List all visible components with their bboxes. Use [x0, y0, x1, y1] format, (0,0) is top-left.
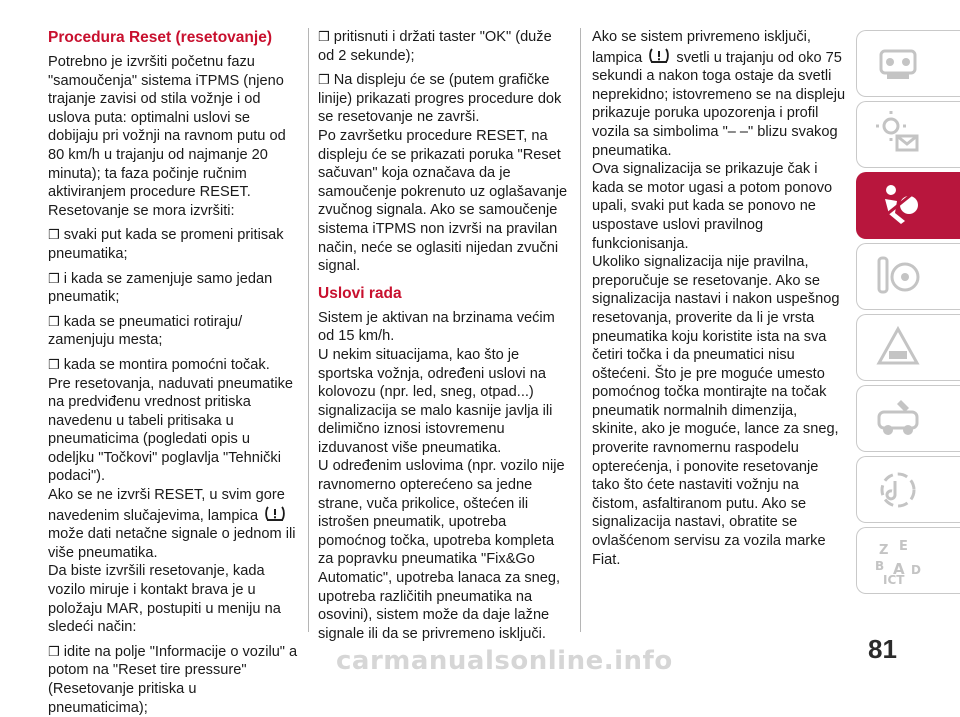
checkbox-bullet-icon: ❒: [318, 72, 330, 88]
if-not-reset-paragraph: Ako se ne izvrši RESET, u svim gore navedenim slučajevima, lampica može dati netačne signale o jednom ili više pneumatika.: [48, 487, 296, 561]
svg-text:E: E: [899, 539, 908, 554]
svg-text:B: B: [875, 559, 885, 573]
tpms-warning-icon: [264, 505, 286, 522]
tab-warning-lights[interactable]: [856, 101, 960, 168]
signal-persist-paragraph: Ova signalizacija se prikazuje čak i kada se motor ugasi a potom ponovo upali, svaki put kada se ponovo ne uspostave uslovi pravilnog funkcionisanja.: [592, 161, 833, 252]
bullet-item: ❒ kada se montira pomoćni točak.: [48, 356, 270, 373]
multimedia-icon: [871, 463, 925, 517]
checkbox-bullet-icon: ❒: [48, 270, 60, 286]
incorrect-signal-paragraph: Ukoliko signalizacija nije pravilna, preporučuje se resetovanje. Ako se signalizacija nastavi i nakon uspešnog resetovanja, proverite da li je vrsta pneumatika koju koristite ista na sva četiri točka i da pneumatici nisu oštećeni. Što je pre moguće umesto pomoćnog točka montirajte na točak pneumatik normalnih dimenzija, skinite, ako je moguće, lance za sneg, proverite ravnomernu raspodelu opterećenja, i ponovite resetovanje tako što ćete nastaviti vožnju na čistom, asfaltiranom putu. Ako se signalizacija nastavi, obratite se ovlašćenom servisu za vozila marke Fiat.: [592, 254, 840, 568]
section-heading-reset: Procedura Reset (resetovanje): [48, 29, 272, 46]
checkbox-bullet-icon: ❒: [48, 356, 60, 372]
temp-off-paragraph: Ako se sistem privremeno isključi, lampica svetli u trajanju od oko 75 sekundi a nakon toga ostaje da svetli neprekidno; istovremeno se na displeju prikazuje poruka upozorenja i profil vozila sa simbolima "– –" blizu svakog pneumatika.: [592, 29, 846, 159]
starting-driving-icon: [871, 250, 925, 304]
tab-starting-driving[interactable]: [856, 243, 960, 310]
tab-maintenance[interactable]: [856, 385, 960, 452]
tab-multimedia[interactable]: [856, 456, 960, 523]
tab-index[interactable]: [856, 527, 960, 594]
maintenance-icon: [871, 392, 925, 446]
tab-dashboard[interactable]: [856, 30, 960, 97]
checkbox-bullet-icon: ❒: [48, 227, 60, 243]
svg-text:D: D: [911, 563, 921, 577]
section-heading-conditions: Uslovi rada: [318, 284, 402, 302]
tpms-warning-icon: [648, 47, 670, 64]
before-reset-paragraph: Pre resetovanja, naduvati pneumatike na predviđenu vrednost pritiska navedenu u tabeli pritisaka u pneumaticima (pogledati opis u odeljku "Točkovi" poglavlja "Tehnički podaci").: [48, 375, 294, 485]
column-3: [592, 28, 846, 569]
bullet-item: ❒ Na displeju će se (putem grafičke linije) prikazati progres procedure dok se resetovanje ne završi.: [318, 72, 562, 126]
must-reset-label: Resetovanje se mora izvršiti:: [48, 202, 235, 219]
svg-text:A: A: [893, 560, 905, 578]
svg-text:ICT: ICT: [883, 573, 905, 587]
tab-emergency[interactable]: [856, 314, 960, 381]
after-reset-paragraph: Po završetku procedure RESET, na displeju će se prikazati poruka "Reset sačuvan" koja označava da je samoučenje pokrenuto uz oglašavanje zvučnog signala. Ako se samoučenje sistema iTPMS non izvrši na pravilan način, neće se oglasiti nijedan zvučni signal.: [318, 127, 568, 275]
to-reset-paragraph: Da biste izvršili resetovanje, kada vozilo miruje i kontakt brava je u položaju MAR, postupiti u meniju na sledeći način:: [48, 563, 281, 636]
bullet-item: ❒ i kada se zamenjuje samo jedan pneumatik;: [48, 270, 273, 306]
checkbox-bullet-icon: ❒: [318, 29, 330, 44]
bullet-item: ❒ pritisnuti i držati taster "OK" (duže od 2 sekunde);: [318, 29, 552, 64]
column-2: [318, 28, 568, 643]
chapter-tabs: [856, 30, 960, 598]
emergency-icon: [871, 321, 925, 375]
active-paragraph: Sistem je aktivan na brzinama većim od 15 km/h.: [318, 309, 555, 345]
checkbox-bullet-icon: ❒: [48, 643, 60, 659]
car-dashboard-icon: [871, 37, 925, 91]
index-icon: [871, 534, 925, 588]
column-divider: [580, 28, 581, 632]
watermark: carmanualsonline.info: [336, 646, 673, 676]
intro-paragraph: Potrebno je izvršiti početnu fazu "samoučenja" sistema iTPMS (njeno trajanje zavisi od stila vožnje i od uslova puta: optimalni uslovi se dobijaju pri vožnji na ravnom putu od 80 km/h u trajanju od najmanje 20 minuta); ta faza počinje ručnim aktiviranjem procedure RESET.: [48, 54, 286, 201]
tab-safety[interactable]: [856, 172, 960, 239]
page-number: 81: [868, 634, 897, 664]
svg-text:Z: Z: [879, 543, 889, 558]
bullet-item: ❒ svaki put kada se promeni pritisak pneumatika;: [48, 227, 284, 262]
checkbox-bullet-icon: ❒: [48, 313, 60, 329]
bullet-item: ❒ idite na polje "Informacije o vozilu" a potom na "Reset tire pressure" (Resetovanje pritiska u pneumaticima);: [48, 643, 298, 716]
safety-airbag-icon: [871, 179, 925, 233]
situations-paragraph: U nekim situacijama, kao što je sportska vožnja, određeni uslovi na kolovozu (npr. led, sneg, otpad...) signalizacija se malo kasnije javlja ili delimično iznosi istovremenu izduvanost više pneumatika.: [318, 346, 553, 456]
column-1: [48, 28, 300, 717]
warning-lights-icon: [871, 108, 925, 162]
conditions-paragraph: U određenim uslovima (npr. vozilo nije ravnomerno opterećeno sa jedne strane, vuča prikolice, oštećen ili istrošen pneumatik, upotreba pomoćnog točka, upotreba kompleta za popravku pneumatika "Fix&Go Automatic", upotreba lanaca za sneg, upotreba različitih pneumatika na osovini), sistem može da daje lažne signale ili da se privremeno isključi.: [318, 458, 565, 642]
bullet-item: ❒ kada se pneumatici rotiraju/ zamenjuju mesta;: [48, 313, 243, 349]
column-divider: [308, 28, 309, 632]
